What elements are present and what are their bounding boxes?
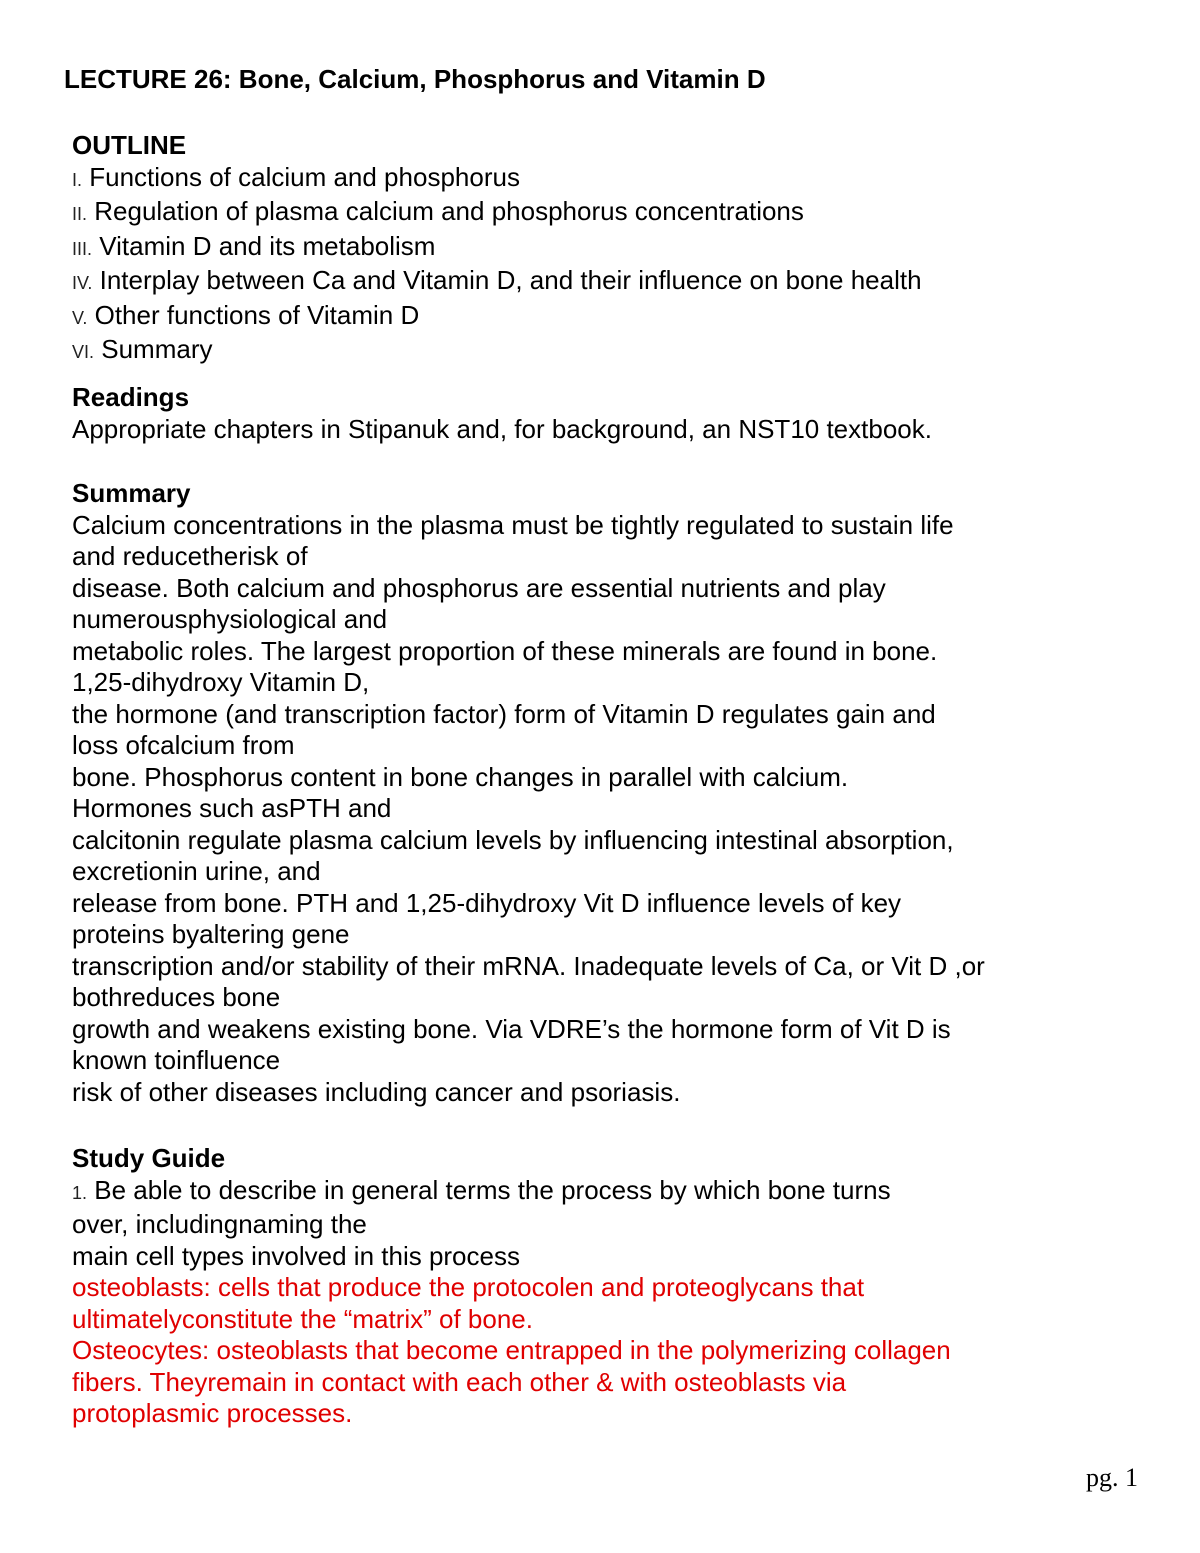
summary-heading: Summary — [72, 478, 191, 508]
answer-line: fibers. Theyremain in contact with each other & with osteoblasts via — [72, 1366, 847, 1397]
summary-line: Calcium concentrations in the plasma must be tightly regulated to sustain life — [72, 509, 954, 540]
summary-line: known toinfluence — [72, 1045, 281, 1075]
answer-line: protoplasmic processes. — [72, 1398, 353, 1428]
outline-heading: OUTLINE — [72, 130, 187, 160]
summary-line: proteins byaltering gene — [72, 919, 350, 949]
summary-line: the hormone (and transcription factor) form of Vitamin D regulates gain and — [72, 698, 936, 729]
readings-text: Appropriate chapters in Stipanuk and, for background, an NST10 textbook. — [72, 413, 932, 444]
summary-line: excretionin urine, and — [72, 856, 321, 886]
study-guide-section — [72, 1143, 1142, 1430]
summary-line: metabolic roles. The largest proportion of these minerals are found in bone. — [72, 635, 938, 666]
summary-section — [72, 478, 1142, 1108]
summary-line: numerousphysiological and — [72, 604, 388, 634]
summary-line: growth and weakens existing bone. Via VDRE’s the hormone form of Vit D is — [72, 1013, 951, 1044]
summary-line: calcitonin regulate plasma calcium levels by influencing intestinal absorption, — [72, 824, 954, 855]
study-guide-heading: Study Guide — [72, 1143, 226, 1173]
outline-section — [72, 130, 1142, 369]
answer-line: ultimatelyconstitute the “matrix” of bone. — [72, 1303, 533, 1334]
study-guide-item: 1. Be able to describe in general terms the process by which bone turns — [72, 1174, 891, 1205]
page-number: pg. 1 — [1086, 1463, 1138, 1492]
summary-line: disease. Both calcium and phosphorus are essential nutrients and play — [72, 572, 886, 603]
outline-item: VI. Summary — [72, 334, 213, 364]
summary-line: and reducetherisk of — [72, 541, 308, 571]
summary-line: risk of other diseases including cancer and psoriasis. — [72, 1076, 681, 1107]
answer-line: Osteocytes: osteoblasts that become entrapped in the polymerizing collagen — [72, 1335, 951, 1365]
answer-line: osteoblasts: cells that produce the protocolen and proteoglycans that — [72, 1272, 865, 1302]
summary-line: bothreduces bone — [72, 982, 281, 1012]
summary-line: bone. Phosphorus content in bone changes in parallel with calcium. — [72, 761, 849, 792]
outline-item: IV. Interplay between Ca and Vitamin D, and their influence on bone health — [72, 265, 922, 295]
summary-line: Hormones such asPTH and — [72, 793, 392, 823]
study-guide-item-line: main cell types involved in this process — [72, 1240, 520, 1271]
summary-line: release from bone. PTH and 1,25-dihydroxy Vit D influence levels of key — [72, 887, 902, 918]
readings-section — [72, 382, 1142, 445]
summary-line: 1,25-dihydroxy Vitamin D, — [72, 667, 370, 697]
outline-item: II. Regulation of plasma calcium and phosphorus concentrations — [72, 196, 804, 226]
summary-line: transcription and/or stability of their mRNA. Inadequate levels of Ca, or Vit D ,or — [72, 950, 985, 981]
study-guide-item-line: over, includingnaming the — [72, 1209, 367, 1239]
summary-line: loss ofcalcium from — [72, 730, 295, 760]
outline-item: III. Vitamin D and its metabolism — [72, 230, 436, 261]
lecture-title: LECTURE 26: Bone, Calcium, Phosphorus and Vitamin D — [64, 64, 766, 94]
outline-item: I. Functions of calcium and phosphorus — [72, 161, 520, 192]
outline-item: V. Other functions of Vitamin D — [72, 299, 420, 330]
readings-heading: Readings — [72, 382, 190, 412]
